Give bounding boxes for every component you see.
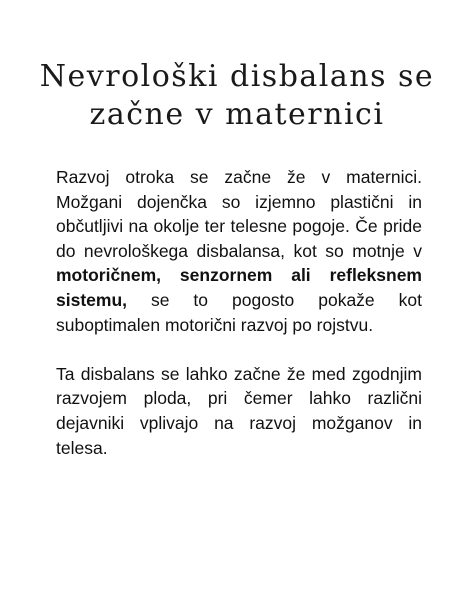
paragraph-1-text-before: Razvoj otroka se začne že v maternici. Možgani dojenčka so izjemno plastični in občutljivi na okolje ter telesne pogoje. Če pride do nevrološkega disbalansa, kot so motnje v [56,167,422,261]
title-line-2: začne v maternici [89,97,385,132]
paragraph-1 [56,165,422,337]
body-text [56,165,422,485]
paragraph-1-bold-text: motoričnem, senzornem ali refleksnem sistemu, [56,265,422,310]
paragraph-1-text-after: se to pogosto pokaže kot suboptimalen motorični razvoj po rojstvu. [56,289,422,335]
page-title [0,58,474,134]
title-line-1: Nevrološki disbalans se [39,59,435,94]
paragraph-2: Ta disbalans se lahko začne že med zgodnjim razvojem ploda, pri čemer lahko različni dejavniki vplivajo na razvoj možganov in telesa. [56,363,422,458]
